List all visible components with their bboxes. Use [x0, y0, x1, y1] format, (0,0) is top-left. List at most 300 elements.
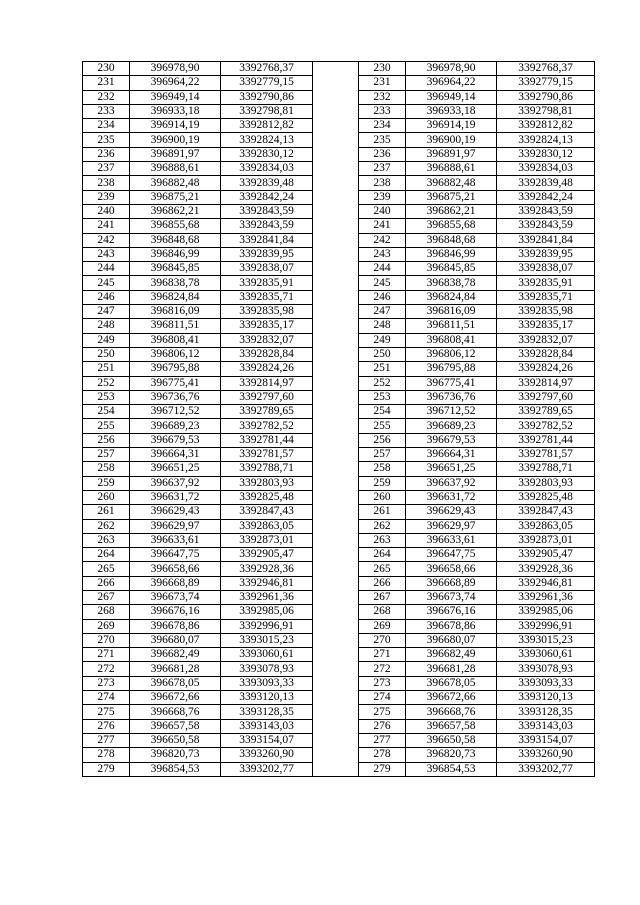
table-row [83, 576, 595, 590]
gap-cell [313, 676, 359, 690]
gap-cell [313, 290, 359, 304]
point-number-cell: 231 [83, 76, 130, 90]
x-coordinate-cell: 396775,41 [406, 376, 497, 390]
coordinates-table-body [83, 62, 595, 777]
gap-cell [313, 576, 359, 590]
x-coordinate-cell: 396848,68 [130, 233, 221, 247]
x-coordinate-cell: 396651,25 [130, 462, 221, 476]
table-row [83, 448, 595, 462]
gap-cell [313, 590, 359, 604]
point-number-cell: 262 [359, 519, 406, 533]
y-coordinate-cell: 3392905,47 [221, 548, 313, 562]
y-coordinate-cell: 3392985,06 [221, 605, 313, 619]
y-coordinate-cell: 3392768,37 [497, 62, 595, 76]
x-coordinate-cell: 396633,61 [130, 533, 221, 547]
y-coordinate-cell: 3392835,91 [497, 276, 595, 290]
y-coordinate-cell: 3393120,13 [221, 691, 313, 705]
table-row [83, 362, 595, 376]
y-coordinate-cell: 3392789,65 [497, 405, 595, 419]
table-row [83, 505, 595, 519]
table-row [83, 119, 595, 133]
y-coordinate-cell: 3392781,57 [497, 448, 595, 462]
x-coordinate-cell: 396631,72 [130, 490, 221, 504]
y-coordinate-cell: 3393060,61 [221, 648, 313, 662]
y-coordinate-cell: 3392798,81 [221, 104, 313, 118]
x-coordinate-cell: 396900,19 [406, 133, 497, 147]
table-row [83, 433, 595, 447]
x-coordinate-cell: 396629,43 [130, 505, 221, 519]
point-number-cell: 254 [83, 405, 130, 419]
y-coordinate-cell: 3392834,03 [497, 162, 595, 176]
y-coordinate-cell: 3392996,91 [221, 619, 313, 633]
table-row [83, 276, 595, 290]
point-number-cell: 244 [359, 262, 406, 276]
gap-cell [313, 305, 359, 319]
y-coordinate-cell: 3392830,12 [497, 147, 595, 161]
x-coordinate-cell: 396637,92 [406, 476, 497, 490]
x-coordinate-cell: 396882,48 [406, 176, 497, 190]
y-coordinate-cell: 3393060,61 [497, 648, 595, 662]
point-number-cell: 233 [83, 104, 130, 118]
gap-cell [313, 119, 359, 133]
point-number-cell: 236 [359, 147, 406, 161]
x-coordinate-cell: 396668,89 [130, 576, 221, 590]
x-coordinate-cell: 396978,90 [406, 62, 497, 76]
y-coordinate-cell: 3393015,23 [221, 633, 313, 647]
x-coordinate-cell: 396629,43 [406, 505, 497, 519]
x-coordinate-cell: 396964,22 [406, 76, 497, 90]
x-coordinate-cell: 396891,97 [130, 147, 221, 161]
table-row [83, 548, 595, 562]
y-coordinate-cell: 3393143,03 [221, 719, 313, 733]
x-coordinate-cell: 396689,23 [130, 419, 221, 433]
x-coordinate-cell: 396854,53 [130, 762, 221, 776]
y-coordinate-cell: 3392824,13 [497, 133, 595, 147]
x-coordinate-cell: 396875,21 [406, 190, 497, 204]
point-number-cell: 234 [83, 119, 130, 133]
table-row [83, 562, 595, 576]
gap-cell [313, 476, 359, 490]
y-coordinate-cell: 3392839,48 [221, 176, 313, 190]
x-coordinate-cell: 396795,88 [130, 362, 221, 376]
x-coordinate-cell: 396816,09 [130, 305, 221, 319]
point-number-cell: 253 [83, 390, 130, 404]
table-row [83, 619, 595, 633]
point-number-cell: 243 [359, 247, 406, 261]
x-coordinate-cell: 396854,53 [406, 762, 497, 776]
table-row [83, 691, 595, 705]
x-coordinate-cell: 396680,07 [130, 633, 221, 647]
x-coordinate-cell: 396689,23 [406, 419, 497, 433]
y-coordinate-cell: 3392814,97 [221, 376, 313, 390]
x-coordinate-cell: 396875,21 [130, 190, 221, 204]
table-row [83, 490, 595, 504]
x-coordinate-cell: 396650,58 [406, 733, 497, 747]
table-row [83, 290, 595, 304]
point-number-cell: 278 [83, 748, 130, 762]
y-coordinate-cell: 3392779,15 [221, 76, 313, 90]
table-row [83, 219, 595, 233]
y-coordinate-cell: 3392825,48 [221, 490, 313, 504]
point-number-cell: 257 [359, 448, 406, 462]
point-number-cell: 265 [359, 562, 406, 576]
x-coordinate-cell: 396633,61 [406, 533, 497, 547]
point-number-cell: 258 [359, 462, 406, 476]
point-number-cell: 279 [359, 762, 406, 776]
y-coordinate-cell: 3392834,03 [221, 162, 313, 176]
gap-cell [313, 719, 359, 733]
point-number-cell: 272 [359, 662, 406, 676]
point-number-cell: 261 [83, 505, 130, 519]
x-coordinate-cell: 396820,73 [406, 748, 497, 762]
x-coordinate-cell: 396949,14 [130, 90, 221, 104]
y-coordinate-cell: 3392788,71 [221, 462, 313, 476]
gap-cell [313, 147, 359, 161]
gap-cell [313, 233, 359, 247]
x-coordinate-cell: 396888,61 [406, 162, 497, 176]
y-coordinate-cell: 3393128,35 [497, 705, 595, 719]
y-coordinate-cell: 3392832,07 [497, 333, 595, 347]
point-number-cell: 246 [359, 290, 406, 304]
y-coordinate-cell: 3392839,95 [221, 247, 313, 261]
y-coordinate-cell: 3392838,07 [221, 262, 313, 276]
x-coordinate-cell: 396736,76 [406, 390, 497, 404]
y-coordinate-cell: 3392847,43 [497, 505, 595, 519]
x-coordinate-cell: 396672,66 [130, 691, 221, 705]
y-coordinate-cell: 3392781,44 [221, 433, 313, 447]
table-row [83, 533, 595, 547]
gap-cell [313, 262, 359, 276]
x-coordinate-cell: 396678,86 [130, 619, 221, 633]
gap-cell [313, 433, 359, 447]
x-coordinate-cell: 396681,28 [130, 662, 221, 676]
point-number-cell: 240 [83, 204, 130, 218]
point-number-cell: 273 [359, 676, 406, 690]
gap-cell [313, 448, 359, 462]
gap-cell [313, 691, 359, 705]
gap-cell [313, 548, 359, 562]
point-number-cell: 274 [83, 691, 130, 705]
point-number-cell: 240 [359, 204, 406, 218]
y-coordinate-cell: 3392835,98 [221, 305, 313, 319]
table-row [83, 605, 595, 619]
point-number-cell: 260 [359, 490, 406, 504]
x-coordinate-cell: 396838,78 [406, 276, 497, 290]
x-coordinate-cell: 396712,52 [406, 405, 497, 419]
x-coordinate-cell: 396949,14 [406, 90, 497, 104]
point-number-cell: 279 [83, 762, 130, 776]
table-row [83, 147, 595, 161]
table-row [83, 519, 595, 533]
y-coordinate-cell: 3392835,98 [497, 305, 595, 319]
gap-cell [313, 490, 359, 504]
point-number-cell: 239 [359, 190, 406, 204]
point-number-cell: 238 [83, 176, 130, 190]
point-number-cell: 267 [83, 590, 130, 604]
x-coordinate-cell: 396657,58 [130, 719, 221, 733]
point-number-cell: 230 [359, 62, 406, 76]
x-coordinate-cell: 396845,85 [406, 262, 497, 276]
table-row [83, 376, 595, 390]
x-coordinate-cell: 396914,19 [406, 119, 497, 133]
point-number-cell: 248 [83, 319, 130, 333]
point-number-cell: 264 [83, 548, 130, 562]
y-coordinate-cell: 3393128,35 [221, 705, 313, 719]
point-number-cell: 260 [83, 490, 130, 504]
point-number-cell: 277 [83, 733, 130, 747]
table-row [83, 733, 595, 747]
point-number-cell: 268 [83, 605, 130, 619]
table-row [83, 419, 595, 433]
x-coordinate-cell: 396676,16 [406, 605, 497, 619]
y-coordinate-cell: 3392928,36 [497, 562, 595, 576]
x-coordinate-cell: 396846,99 [130, 247, 221, 261]
table-row [83, 662, 595, 676]
gap-cell [313, 505, 359, 519]
table-row [83, 719, 595, 733]
y-coordinate-cell: 3392828,84 [497, 347, 595, 361]
table-row [83, 390, 595, 404]
y-coordinate-cell: 3392835,91 [221, 276, 313, 290]
y-coordinate-cell: 3392961,36 [221, 590, 313, 604]
y-coordinate-cell: 3392847,43 [221, 505, 313, 519]
gap-cell [313, 162, 359, 176]
x-coordinate-cell: 396862,21 [406, 204, 497, 218]
y-coordinate-cell: 3393260,90 [221, 748, 313, 762]
table-row [83, 762, 595, 776]
y-coordinate-cell: 3393093,33 [497, 676, 595, 690]
y-coordinate-cell: 3392985,06 [497, 605, 595, 619]
x-coordinate-cell: 396679,53 [130, 433, 221, 447]
gap-cell [313, 319, 359, 333]
point-number-cell: 267 [359, 590, 406, 604]
y-coordinate-cell: 3392873,01 [221, 533, 313, 547]
point-number-cell: 264 [359, 548, 406, 562]
table-row [83, 590, 595, 604]
table-row [83, 405, 595, 419]
y-coordinate-cell: 3393143,03 [497, 719, 595, 733]
point-number-cell: 273 [83, 676, 130, 690]
y-coordinate-cell: 3392824,13 [221, 133, 313, 147]
y-coordinate-cell: 3392779,15 [497, 76, 595, 90]
y-coordinate-cell: 3392843,59 [497, 204, 595, 218]
gap-cell [313, 362, 359, 376]
y-coordinate-cell: 3392843,59 [497, 219, 595, 233]
gap-cell [313, 133, 359, 147]
point-number-cell: 269 [83, 619, 130, 633]
y-coordinate-cell: 3392782,52 [497, 419, 595, 433]
point-number-cell: 241 [359, 219, 406, 233]
point-number-cell: 266 [359, 576, 406, 590]
x-coordinate-cell: 396664,31 [130, 448, 221, 462]
gap-cell [313, 419, 359, 433]
gap-cell [313, 376, 359, 390]
table-row [83, 462, 595, 476]
point-number-cell: 266 [83, 576, 130, 590]
x-coordinate-cell: 396891,97 [406, 147, 497, 161]
gap-cell [313, 748, 359, 762]
x-coordinate-cell: 396846,99 [406, 247, 497, 261]
gap-cell [313, 90, 359, 104]
coordinates-table [82, 61, 595, 777]
table-row [83, 748, 595, 762]
table-row [83, 133, 595, 147]
gap-cell [313, 347, 359, 361]
x-coordinate-cell: 396676,16 [130, 605, 221, 619]
y-coordinate-cell: 3392841,84 [221, 233, 313, 247]
y-coordinate-cell: 3392838,07 [497, 262, 595, 276]
x-coordinate-cell: 396888,61 [130, 162, 221, 176]
x-coordinate-cell: 396806,12 [130, 347, 221, 361]
point-number-cell: 251 [83, 362, 130, 376]
point-number-cell: 278 [359, 748, 406, 762]
y-coordinate-cell: 3392928,36 [221, 562, 313, 576]
y-coordinate-cell: 3392835,17 [497, 319, 595, 333]
point-number-cell: 247 [359, 305, 406, 319]
point-number-cell: 249 [359, 333, 406, 347]
point-number-cell: 241 [83, 219, 130, 233]
point-number-cell: 237 [359, 162, 406, 176]
point-number-cell: 230 [83, 62, 130, 76]
y-coordinate-cell: 3392946,81 [497, 576, 595, 590]
y-coordinate-cell: 3392782,52 [221, 419, 313, 433]
y-coordinate-cell: 3392946,81 [221, 576, 313, 590]
table-row [83, 190, 595, 204]
point-number-cell: 238 [359, 176, 406, 190]
point-number-cell: 251 [359, 362, 406, 376]
point-number-cell: 253 [359, 390, 406, 404]
gap-cell [313, 633, 359, 647]
y-coordinate-cell: 3393154,07 [221, 733, 313, 747]
gap-cell [313, 405, 359, 419]
x-coordinate-cell: 396657,58 [406, 719, 497, 733]
point-number-cell: 239 [83, 190, 130, 204]
point-number-cell: 246 [83, 290, 130, 304]
x-coordinate-cell: 396672,66 [406, 691, 497, 705]
x-coordinate-cell: 396933,18 [406, 104, 497, 118]
point-number-cell: 268 [359, 605, 406, 619]
point-number-cell: 237 [83, 162, 130, 176]
point-number-cell: 276 [83, 719, 130, 733]
point-number-cell: 265 [83, 562, 130, 576]
x-coordinate-cell: 396795,88 [406, 362, 497, 376]
y-coordinate-cell: 3392812,82 [497, 119, 595, 133]
x-coordinate-cell: 396736,76 [130, 390, 221, 404]
point-number-cell: 276 [359, 719, 406, 733]
gap-cell [313, 762, 359, 776]
point-number-cell: 256 [83, 433, 130, 447]
y-coordinate-cell: 3392825,48 [497, 490, 595, 504]
gap-cell [313, 648, 359, 662]
y-coordinate-cell: 3392843,59 [221, 219, 313, 233]
y-coordinate-cell: 3392830,12 [221, 147, 313, 161]
x-coordinate-cell: 396658,66 [406, 562, 497, 576]
y-coordinate-cell: 3392842,24 [497, 190, 595, 204]
x-coordinate-cell: 396631,72 [406, 490, 497, 504]
point-number-cell: 243 [83, 247, 130, 261]
x-coordinate-cell: 396914,19 [130, 119, 221, 133]
y-coordinate-cell: 3392768,37 [221, 62, 313, 76]
x-coordinate-cell: 396933,18 [130, 104, 221, 118]
table-row [83, 305, 595, 319]
table-row [83, 204, 595, 218]
x-coordinate-cell: 396855,68 [130, 219, 221, 233]
table-row [83, 162, 595, 176]
y-coordinate-cell: 3392832,07 [221, 333, 313, 347]
table-row [83, 247, 595, 261]
y-coordinate-cell: 3393260,90 [497, 748, 595, 762]
x-coordinate-cell: 396647,75 [130, 548, 221, 562]
gap-cell [313, 247, 359, 261]
gap-cell [313, 276, 359, 290]
point-number-cell: 255 [359, 419, 406, 433]
y-coordinate-cell: 3392788,71 [497, 462, 595, 476]
point-number-cell: 270 [359, 633, 406, 647]
gap-cell [313, 562, 359, 576]
y-coordinate-cell: 3393202,77 [497, 762, 595, 776]
x-coordinate-cell: 396806,12 [406, 347, 497, 361]
gap-cell [313, 462, 359, 476]
gap-cell [313, 333, 359, 347]
y-coordinate-cell: 3393078,93 [221, 662, 313, 676]
table-row [83, 76, 595, 90]
y-coordinate-cell: 3392790,86 [221, 90, 313, 104]
point-number-cell: 277 [359, 733, 406, 747]
table-row [83, 90, 595, 104]
point-number-cell: 271 [83, 648, 130, 662]
point-number-cell: 254 [359, 405, 406, 419]
x-coordinate-cell: 396629,97 [130, 519, 221, 533]
y-coordinate-cell: 3392812,82 [221, 119, 313, 133]
point-number-cell: 263 [83, 533, 130, 547]
point-number-cell: 242 [83, 233, 130, 247]
x-coordinate-cell: 396673,74 [406, 590, 497, 604]
table-row [83, 233, 595, 247]
point-number-cell: 262 [83, 519, 130, 533]
x-coordinate-cell: 396668,76 [130, 705, 221, 719]
x-coordinate-cell: 396838,78 [130, 276, 221, 290]
x-coordinate-cell: 396820,73 [130, 748, 221, 762]
point-number-cell: 245 [83, 276, 130, 290]
gap-cell [313, 533, 359, 547]
point-number-cell: 258 [83, 462, 130, 476]
point-number-cell: 269 [359, 619, 406, 633]
point-number-cell: 252 [83, 376, 130, 390]
point-number-cell: 259 [359, 476, 406, 490]
x-coordinate-cell: 396664,31 [406, 448, 497, 462]
gap-cell [313, 619, 359, 633]
x-coordinate-cell: 396882,48 [130, 176, 221, 190]
gap-cell [313, 705, 359, 719]
gap-cell [313, 733, 359, 747]
y-coordinate-cell: 3393202,77 [221, 762, 313, 776]
point-number-cell: 250 [83, 347, 130, 361]
x-coordinate-cell: 396680,07 [406, 633, 497, 647]
table-row [83, 319, 595, 333]
x-coordinate-cell: 396637,92 [130, 476, 221, 490]
x-coordinate-cell: 396855,68 [406, 219, 497, 233]
table-row [83, 176, 595, 190]
x-coordinate-cell: 396650,58 [130, 733, 221, 747]
table-row [83, 62, 595, 76]
x-coordinate-cell: 396824,84 [130, 290, 221, 304]
table-row [83, 476, 595, 490]
point-number-cell: 255 [83, 419, 130, 433]
y-coordinate-cell: 3392803,93 [221, 476, 313, 490]
point-number-cell: 248 [359, 319, 406, 333]
x-coordinate-cell: 396682,49 [406, 648, 497, 662]
x-coordinate-cell: 396712,52 [130, 405, 221, 419]
